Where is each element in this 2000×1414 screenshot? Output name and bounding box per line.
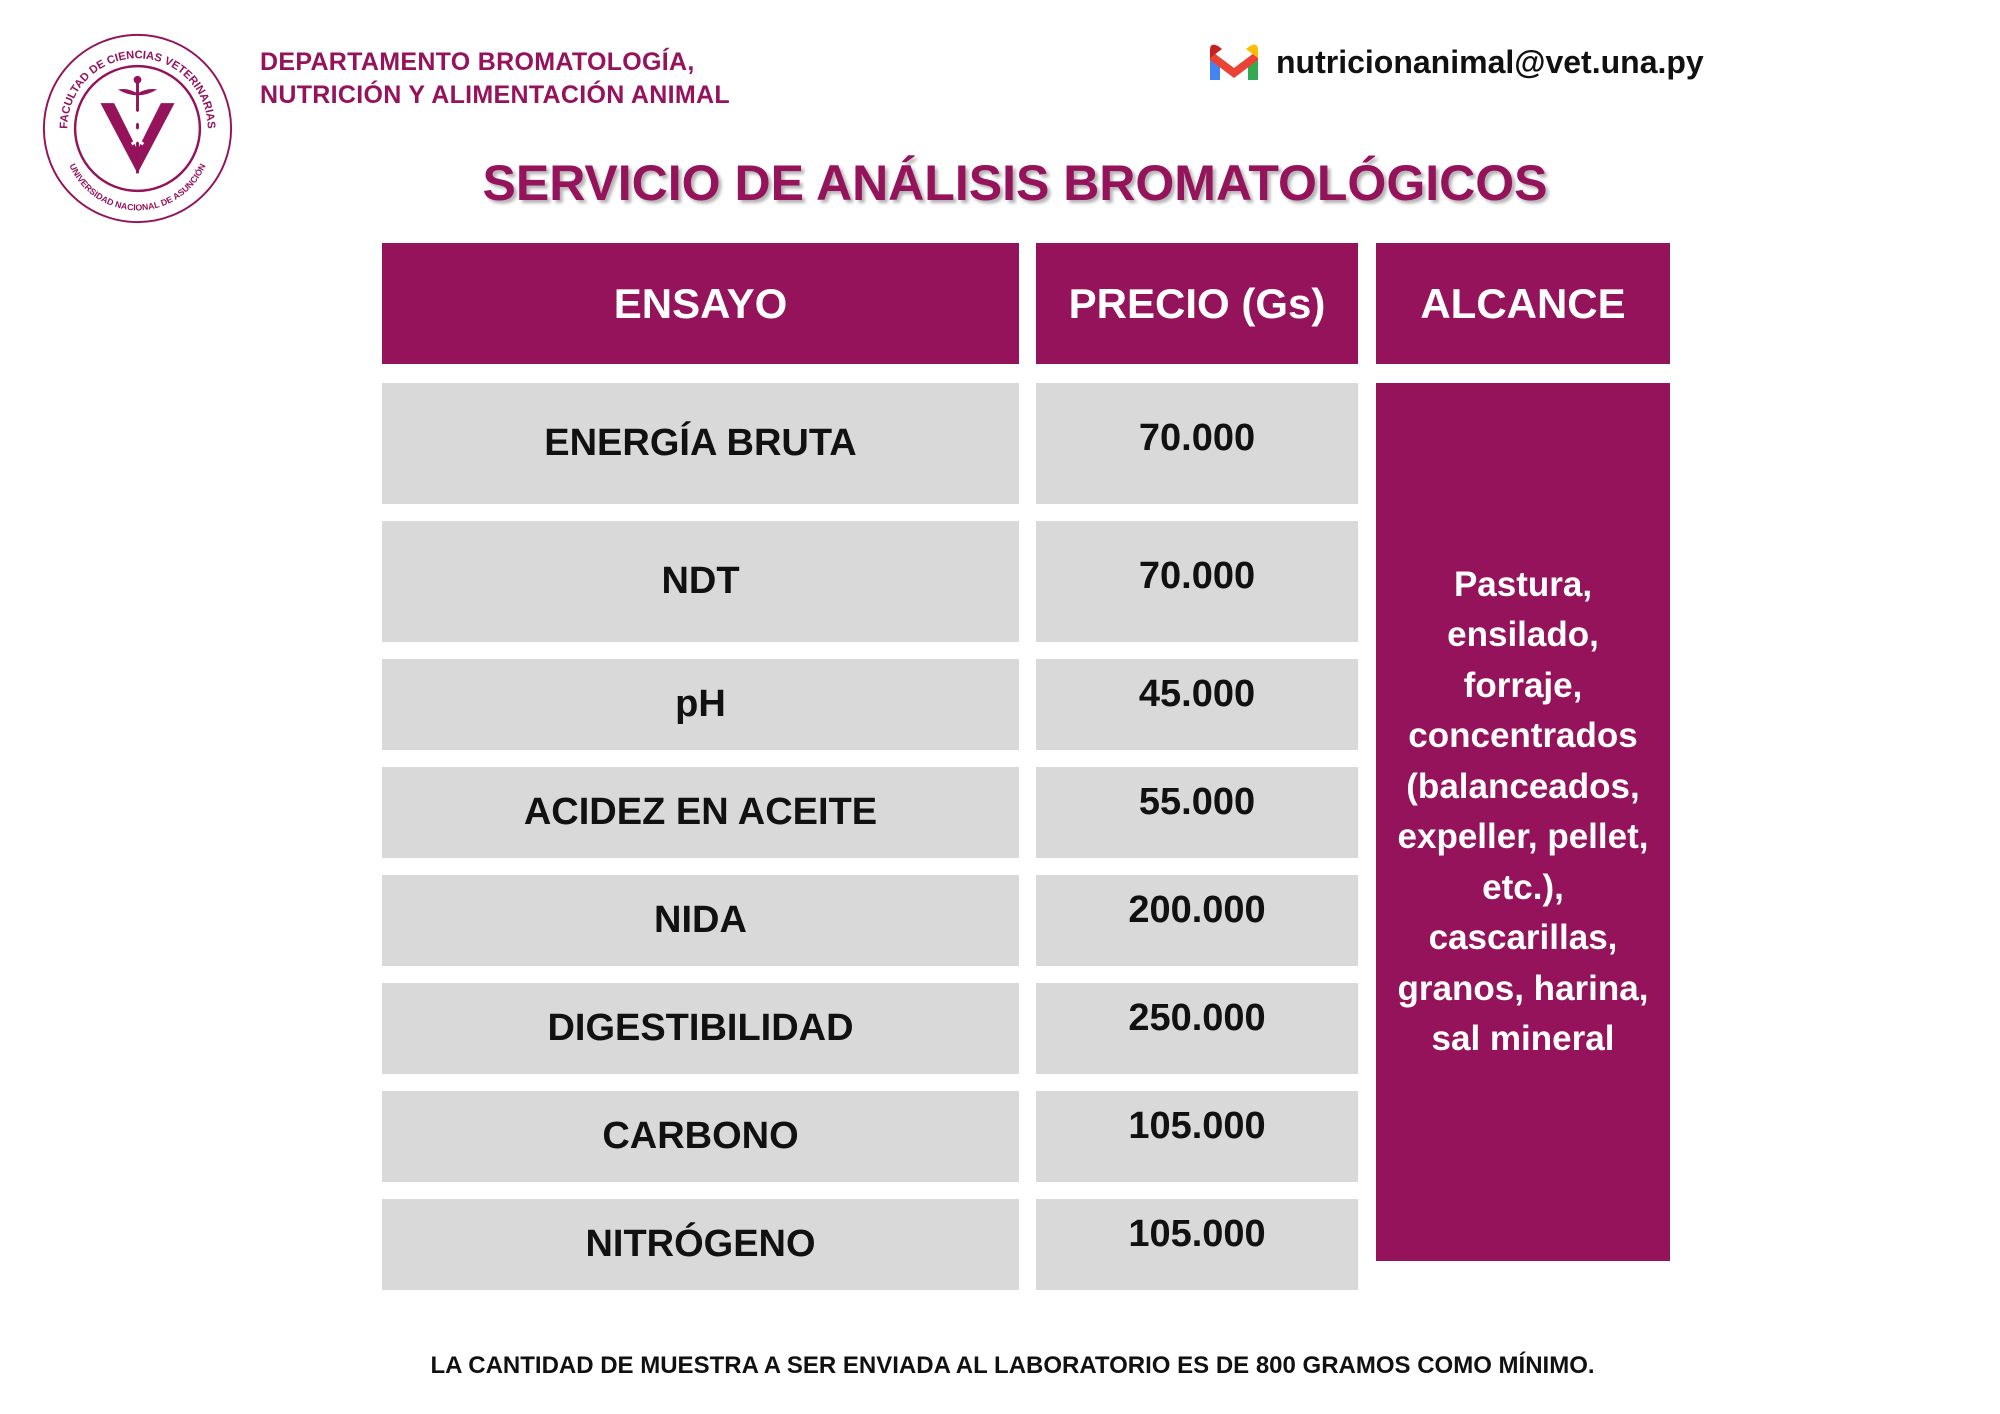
alcance-line: (balanceados,: [1406, 766, 1640, 806]
department-line-1: DEPARTAMENTO BROMATOLOGÍA,: [260, 48, 695, 76]
svg-text:FACULTAD DE CIENCIAS VETERINAR: FACULTAD DE CIENCIAS VETERINARIAS: [58, 49, 217, 130]
table-row-precio: 200.000: [1036, 875, 1358, 966]
alcance-line: concentrados: [1408, 716, 1638, 755]
table-row-ensayo: ACIDEZ EN ACEITE: [382, 767, 1019, 858]
table-row-precio: 45.000: [1036, 659, 1358, 750]
alcance-line: granos, harina,: [1397, 968, 1649, 1008]
department-name: [260, 46, 730, 112]
table-row-precio: 105.000: [1036, 1199, 1358, 1290]
alcance-line: cascarillas,: [1428, 918, 1618, 957]
header-alcance: ALCANCE: [1376, 243, 1670, 364]
table-row-precio: 70.000: [1036, 383, 1358, 504]
table-row-ensayo: ENERGÍA BRUTA: [382, 383, 1019, 504]
table-row-ensayo: NITRÓGENO: [382, 1199, 1019, 1290]
table-row-precio: 250.000: [1036, 983, 1358, 1074]
svg-text:UNIVERSIDAD NACIONAL DE ASUNCI: UNIVERSIDAD NACIONAL DE ASUNCIÓN: [67, 161, 208, 213]
alcance-cell: [1376, 383, 1670, 1261]
table-row-ensayo: pH: [382, 659, 1019, 750]
alcance-line: sal mineral: [1431, 1019, 1615, 1058]
table-row-ensayo: CARBONO: [382, 1091, 1019, 1182]
alcance-line: expeller, pellet,: [1397, 817, 1649, 856]
alcance-line: Pastura,: [1453, 564, 1593, 604]
table-row-ensayo: NDT: [382, 521, 1019, 642]
page-title: SERVICIO DE ANÁLISIS BROMATOLÓGICOS: [482, 155, 1548, 211]
table-row-precio: 70.000: [1036, 521, 1358, 642]
alcance-line: ensilado,: [1447, 615, 1599, 654]
table-row-ensayo: NIDA: [382, 875, 1019, 966]
alcance-line: forraje,: [1463, 665, 1583, 705]
department-line-2: NUTRICIÓN Y ALIMENTACIÓN ANIMAL: [260, 81, 730, 109]
table-row-precio: 105.000: [1036, 1091, 1358, 1182]
table-row-precio: 55.000: [1036, 767, 1358, 858]
alcance-line: etc.),: [1482, 867, 1564, 907]
gmail-icon: [1206, 40, 1262, 84]
header-precio: PRECIO (Gs): [1036, 243, 1358, 364]
contact-email[interactable]: nutricionanimal@vet.una.py: [1276, 44, 1704, 80]
header-ensayo: ENSAYO: [382, 243, 1019, 364]
alcance-text: [1376, 560, 1670, 1085]
table-row-ensayo: DIGESTIBILIDAD: [382, 983, 1019, 1074]
sample-quantity-note: LA CANTIDAD DE MUESTRA A SER ENVIADA AL LABORATORIO ES DE 800 GRAMOS COMO MÍNIMO.: [430, 1352, 1595, 1379]
